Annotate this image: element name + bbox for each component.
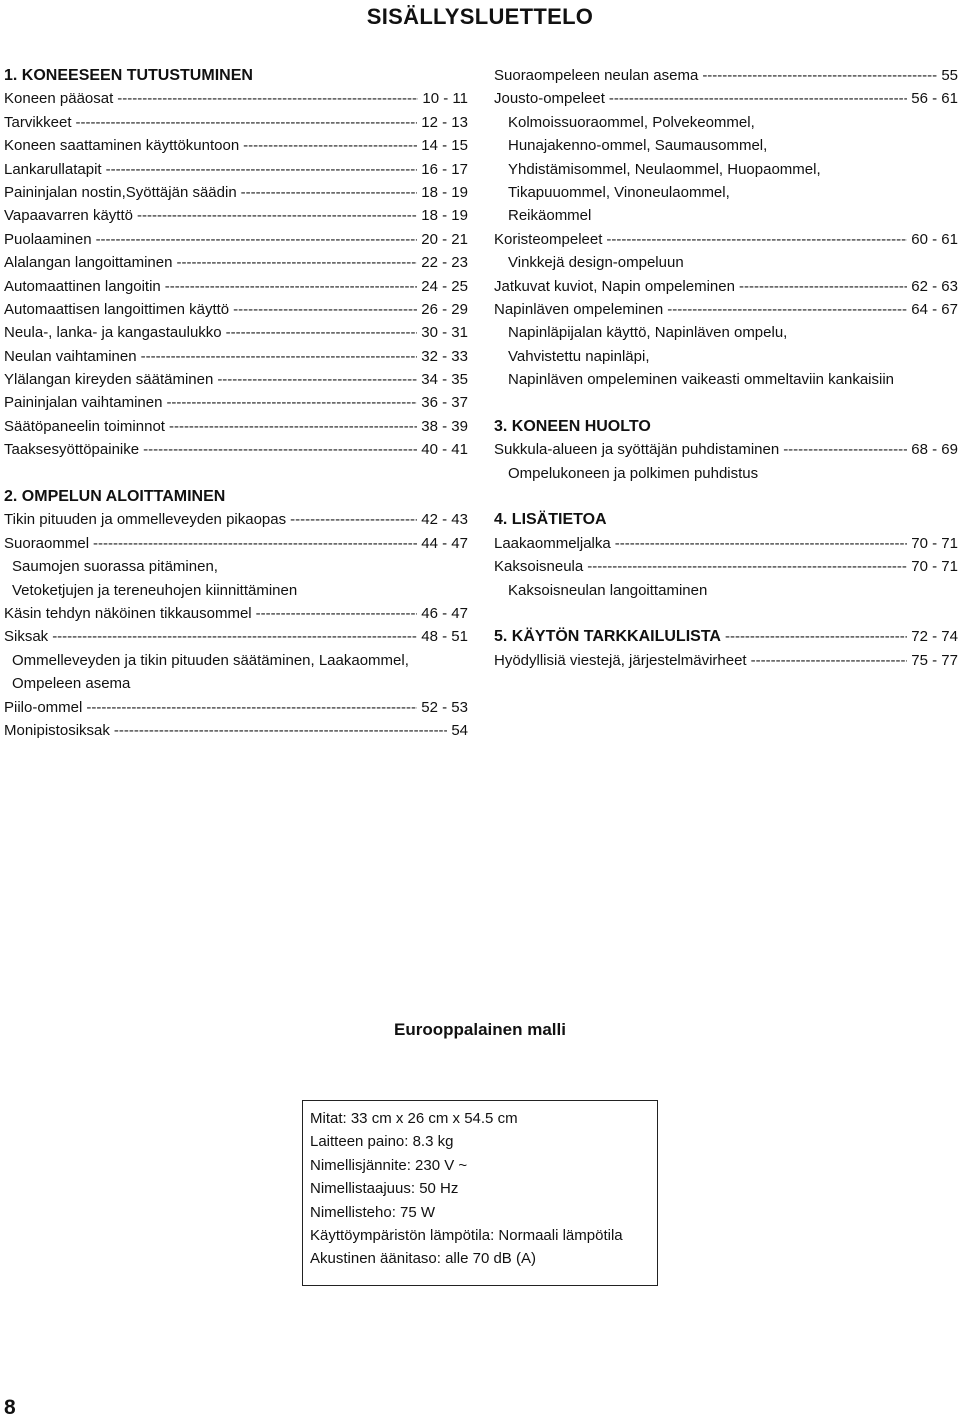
spec-line: Laitteen paino: 8.3 kg (310, 1133, 454, 1151)
toc-subentry: Yhdistämisommel, Neulaommel, Huopaommel, (508, 160, 821, 178)
model-title: Eurooppalainen malli (394, 1020, 566, 1039)
spec-line: Mitat: 33 cm x 26 cm x 54.5 cm (310, 1110, 518, 1127)
toc-subentry: Kaksoisneulan langoittaminen (508, 581, 708, 599)
spec-line: Nimellistaajuus: 50 Hz (310, 1180, 459, 1198)
toc-entry: Laakaommeljalka ----- 70 - 71 (494, 532, 958, 555)
toc-subentry: Ompeleen asema (12, 675, 131, 693)
toc-entry: Koristeompeleet ----- 60 - 61 (494, 228, 958, 251)
page-title: SISÄLLYSLUETTELO (366, 4, 594, 29)
toc-entry: Säätöpaneelin toiminnot ----- 38 - 39 (4, 415, 468, 438)
section-heading-3: 3. KONEEN HUOLTO (494, 417, 651, 435)
toc-entry: Vapaavarren käyttö ----- 18 - 19 (4, 204, 468, 227)
toc-entry: Neulan vaihtaminen ----- 32 - 33 (4, 345, 468, 368)
toc-entry: Napinläven ompeleminen ----- 64 - 67 (494, 298, 958, 321)
toc-entry: Lankarullatapit ----- 16 - 17 (4, 158, 468, 181)
toc-subentry: Kolmoissuoraommel, Polvekeommel, (508, 113, 755, 131)
toc-right-column (494, 64, 958, 672)
toc-entry: Siksak ----- 48 - 51 (4, 625, 468, 648)
toc-entry: Taaksesyöttöpainike ----- 40 - 41 (4, 438, 468, 461)
toc-entry: Automaattisen langoittimen käyttö ----- 26 - 29 (4, 298, 468, 321)
toc-entry: Monipistosiksak ----- 54 (4, 719, 468, 742)
section-heading-4: 4. LISÄTIETOA (494, 511, 607, 529)
section-heading-1: 1. KONEESEEN TUTUSTUMINEN (4, 67, 253, 84)
toc-subentry: Vinkkejä design-ompeluun (508, 254, 684, 272)
toc-subentry: Hunajakenno-ommel, Saumausommel, (508, 137, 768, 155)
toc-entry: Piilo-ommel ----- 52 - 53 (4, 696, 468, 719)
spec-box (302, 1100, 658, 1286)
toc-entry: Hyödyllisiä viestejä, järjestelmävirheet ----- 75 - 77 (494, 649, 958, 672)
toc-subentry: Tikapuuommel, Vinoneulaommel, (508, 183, 730, 201)
toc-entry: Automaattinen langoitin ----- 24 - 25 (4, 275, 468, 298)
toc-subentry: Ompelukoneen ja polkimen puhdistus (508, 464, 759, 482)
toc-entry: Jatkuvat kuviot, Napin ompeleminen ----- 62 - 63 (494, 275, 958, 298)
toc-entry: Tikin pituuden ja ommelleveyden pikaopas ----- 42 - 43 (4, 508, 468, 531)
toc-entry: Koneen saattaminen käyttökuntoon ----- 14 - 15 (4, 134, 468, 157)
toc-entry: Paininjalan vaihtaminen ----- 36 - 37 (4, 391, 468, 414)
page-number: 8 (4, 1396, 16, 1419)
toc-subentry: Saumojen suorassa pitäminen, (12, 558, 218, 576)
toc-subentry: Vahvistettu napinläpi, (508, 347, 650, 365)
toc-entry: Suoraommel ----- 44 - 47 (4, 532, 468, 555)
toc-entry: Neula-, lanka- ja kangastaulukko ----- 30 - 31 (4, 321, 468, 344)
toc-entry: Puolaaminen ----- 20 - 21 (4, 228, 468, 251)
toc-entry: Paininjalan nostin,Syöttäjän säädin ----- 18 - 19 (4, 181, 468, 204)
toc-subentry: Napinläven ompeleminen vaikeasti ommeltaviin kankaisiin (508, 371, 895, 389)
spec-line: Akustinen äänitaso: alle 70 dB (A) (310, 1250, 536, 1268)
toc-left-column (4, 64, 468, 742)
toc-subentry: Reikäommel (508, 207, 592, 225)
toc-subentry: Vetoketjujen ja tereneuhojen kiinnittäminen (12, 581, 298, 599)
spec-line: Nimellisjännite: 230 V ~ (310, 1156, 468, 1174)
toc-entry: Koneen pääosat ----- 10 - 11 (4, 87, 468, 110)
toc-subentry: Napinläpijalan käyttö, Napinläven ompelu, (508, 324, 788, 342)
toc-entry: Alalangan langoittaminen ----- 22 - 23 (4, 251, 468, 274)
toc-entry: Kaksoisneula ----- 70 - 71 (494, 555, 958, 578)
toc-entry: Jousto-ompeleet ----- 56 - 61 (494, 87, 958, 110)
toc-entry: Suoraompeleen neulan asema ----- 55 (494, 64, 958, 87)
toc-entry: Ylälangan kireyden säätäminen ----- 34 - 35 (4, 368, 468, 391)
toc-entry: Sukkula-alueen ja syöttäjän puhdistaminen ----- 68 - 69 (494, 438, 958, 461)
toc-entry: Tarvikkeet ----- 12 - 13 (4, 111, 468, 134)
section-heading-2: 2. OMPELUN ALOITTAMINEN (4, 488, 226, 506)
spec-line: Käyttöympäristön lämpötila: Normaali lämpötila (310, 1226, 623, 1244)
toc-subentry: Ommelleveyden ja tikin pituuden säätäminen, Laakaommel, (12, 651, 409, 669)
section-heading-5: 5. KÄYTÖN TARKKAILULISTA ----- 72 - 74 (494, 625, 958, 648)
spec-line: Nimellisteho: 75 W (310, 1203, 436, 1221)
toc-entry: Käsin tehdyn näköinen tikkausommel ----- 46 - 47 (4, 602, 468, 625)
